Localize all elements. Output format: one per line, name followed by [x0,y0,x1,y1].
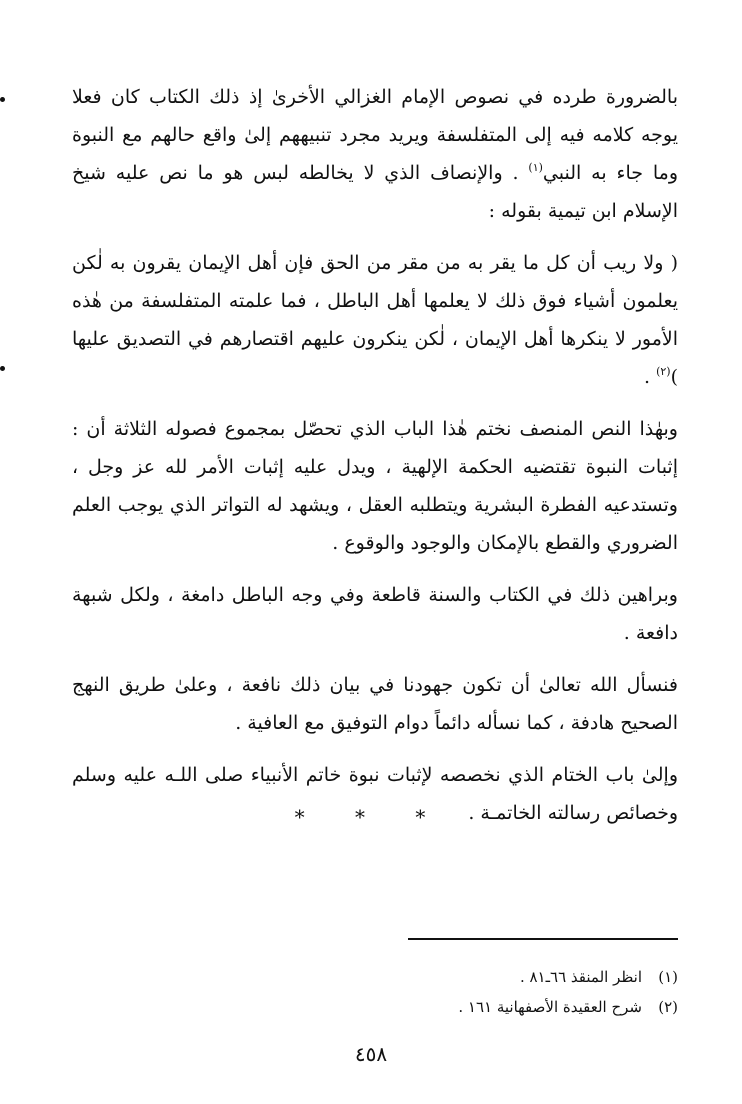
footnote-number: (٢) [658,998,678,1016]
margin-mark [0,366,5,371]
footnote-text: شرح العقيدة الأصفهانية ١٦١ . [458,998,642,1016]
section-separator: * * * [294,805,448,829]
paragraph-text: ( ولا ريب أن كل ما يقر به من مقر من الحق فإن أهل الإيمان يقرون به لٰكن يعلمون أشياء فوق ذلك لا يعلمها أهل الباطل ، فما علمته المتفلسفة من هٰذه الأمور لا ينكرها أهل الإيمان ، لٰكن ينكرون عليهم اقتصارهم في التصديق عليها ) [72,252,678,388]
footnote-1 [300,962,678,992]
paragraph-quote [72,244,678,396]
footnote-reference: (١) [528,161,543,174]
paragraph-text: . والإنصاف الذي لا يخالطه لبس هو ما نص عليه شيخ الإسلام ابن تيمية بقوله : [72,162,678,222]
footnote-reference: (٢) [656,365,671,378]
margin-mark [0,97,5,102]
paragraph-4: وبراهين ذلك في الكتاب والسنة قاطعة وفي وجه الباطل دامغة ، ولكل شبهة دافعة . [72,584,678,644]
paragraph-text: . [643,366,657,388]
paragraph-1 [72,78,678,230]
footnote-text: انظر المنقذ ٦٦ـ٨١ . [519,968,642,986]
paragraph-text: بالضرورة طرده في نصوص الإمام الغزالي الأخرىٰ إذ ذلك الكتاب كان فعلا يوجه كلامه فيه إلى المتفلسفة ويريد مجرد تنبيههم إلىٰ واقع حالهم مع النبوة وما جاء به النبي [72,86,678,184]
footnote-number: (١) [658,968,678,986]
main-text [72,78,678,832]
footnotes [300,962,678,1022]
footnote-divider [408,938,678,940]
footnote-2 [300,992,678,1022]
page-number: ٤٥٨ [354,1042,388,1066]
paragraph-5: فنسأل الله تعالىٰ أن تكون جهودنا في بيان ذلك نافعة ، وعلىٰ طريق النهج الصحيح هادفة ، كما نسأله دائماً دوام التوفيق مع العافية . [72,674,678,734]
paragraph-3: وبهٰذا النص المنصف نختم هٰذا الباب الذي تحصّل بمجموع فصوله الثلاثة أن : إثبات النبوة تقتضيه الحكمة الإلهية ، ويدل عليه إثبات الأمر لله عز وجل ، وتستدعيه الفطرة البشرية ويتطلبه العقل ، ويشهد له التواتر الذي يوجب العلم الضروري والقطع بالإمكان والوجود والوقوع . [72,418,678,554]
paragraph-6: وإلىٰ باب الختام الذي نخصصه لإثبات نبوة خاتم الأنبياء صلى اللـه عليه وسلم وخصائص رسالته الخاتمـة . [72,764,678,824]
